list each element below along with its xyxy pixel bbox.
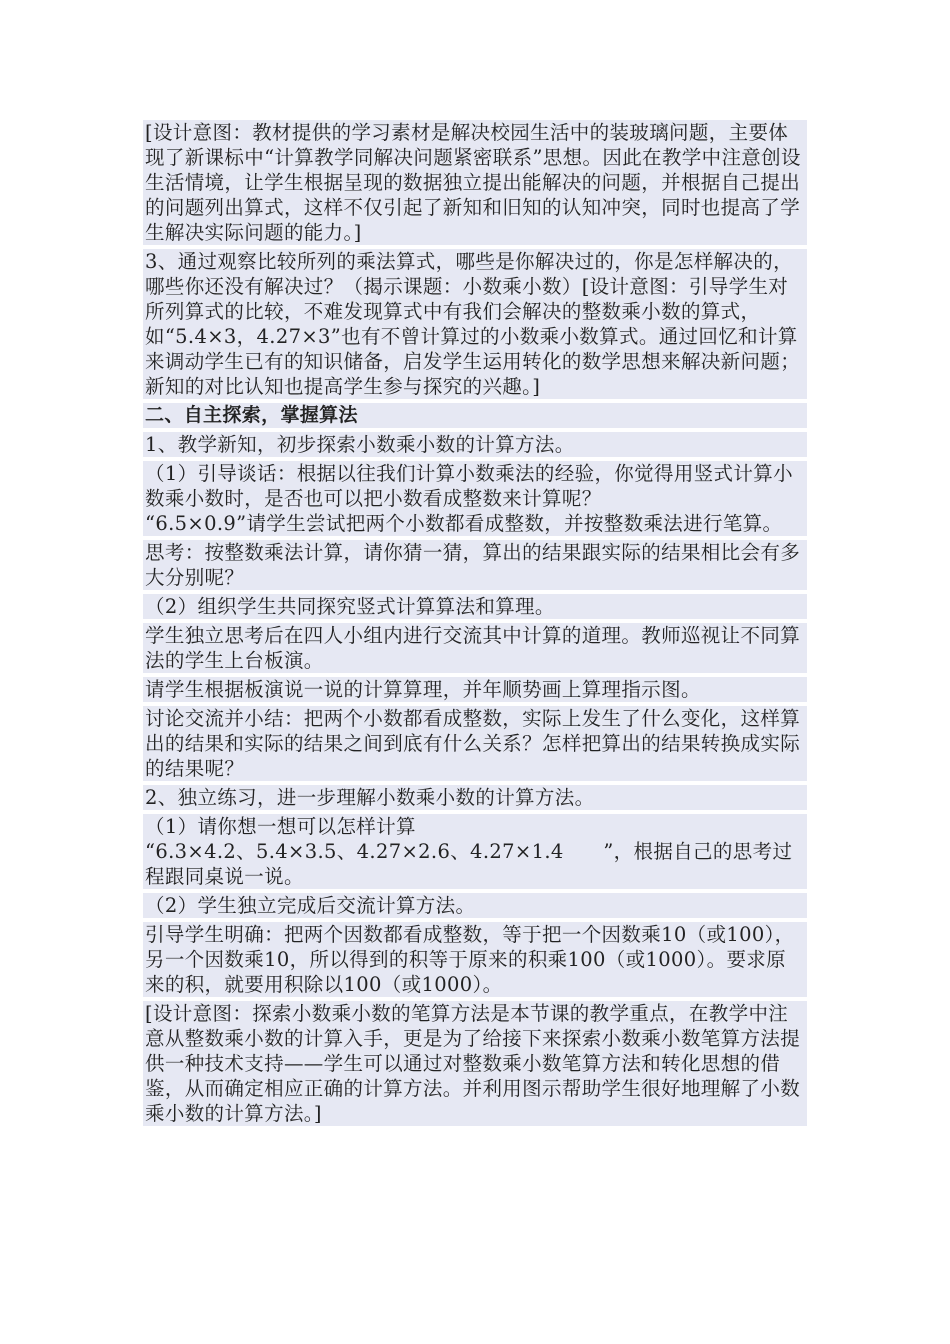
summary-paragraph: 讨论交流并小结：把两个小数都看成整数，实际上发生了什么变化，这样算出的结果和实际的结果之间到底有什么关系？怎样把算出的结果转换成实际的结果呢？ [143,706,807,781]
design-intent-paragraph: [设计意图：教材提供的学习素材是解决校园生活中的装玻璃问题，主要体现了新课标中“计算教学同解决问题紧密联系”思想。因此在教学中注意创设生活情境，让学生根据呈现的数据独立提出能解决的问题，并根据自己提出的问题列出算式，这样不仅引起了新知和旧知的认知冲突，同时也提高了学生解决实际问题的能力。] [143,120,807,245]
design-intent-paragraph-2: [设计意图：探索小数乘小数的笔算方法是本节课的教学重点，在教学中注意从整数乘小数的计算入手，更是为了给接下来探索小数乘小数笔算方法提供一种技术支持——学生可以通过对整数乘小数笔算方法和转化思想的借鉴，从而确定相应正确的计算方法。并利用图示帮助学生很好地理解了小数乘小数的计算方法。] [143,1001,807,1126]
conclusion-paragraph: 引导学生明确：把两个因数都看成整数，等于把一个因数乘10（或100），另一个因数乘10，所以得到的积等于原来的积乘100（或1000）。要求原来的积，就要用积除以100（或1000）。 [143,922,807,997]
step-3-paragraph: 3、通过观察比较所列的乘法算式，哪些是你解决过的，你是怎样解决的，哪些你还没有解决过？（揭示课题：小数乘小数）[设计意图：引导学生对所列算式的比较，不难发现算式中有我们会解决的整数乘小数的算式，如“5.4×3，4.27×3”也有不曾计算过的小数乘小数算式。通过回忆和计算来调动学生已有的知识储备，启发学生运用转化的数学思想来解决新问题；新知的对比认知也提高学生参与探究的兴趣。] [143,249,807,399]
step-2-paragraph: 2、独立练习，进一步理解小数乘小数的计算方法。 [143,785,807,810]
document-body [143,120,807,1130]
step-1-paragraph: 1、教学新知，初步探索小数乘小数的计算方法。 [143,432,807,457]
practice-paragraph: （1）请你想一想可以怎样计算 “6.3×4.2、5.4×3.5、4.27×2.6、4.27×1.4 ”，根据自己的思考过程跟同桌说一说。 [143,814,807,889]
explore-paragraph: （2）组织学生共同探究竖式计算算法和算理。 [143,594,807,619]
board-demo-paragraph: 请学生根据板演说一说的计算算理，并年顺势画上算理指示图。 [143,677,807,702]
section-heading: 二、自主探索，掌握算法 [143,403,807,428]
think-paragraph: 思考：按整数乘法计算，请你猜一猜，算出的结果跟实际的结果相比会有多大分别呢？ [143,540,807,590]
independent-work-paragraph: （2）学生独立完成后交流计算方法。 [143,893,807,918]
guided-talk-paragraph: （1）引导谈话：根据以往我们计算小数乘法的经验，你觉得用竖式计算小数乘小数时，是否也可以把小数看成整数来计算呢？ “6.5×0.9”请学生尝试把两个小数都看成整数，并按整数乘法进行笔算。 [143,461,807,536]
group-discussion-paragraph: 学生独立思考后在四人小组内进行交流其中计算的道理。教师巡视让不同算法的学生上台板演。 [143,623,807,673]
